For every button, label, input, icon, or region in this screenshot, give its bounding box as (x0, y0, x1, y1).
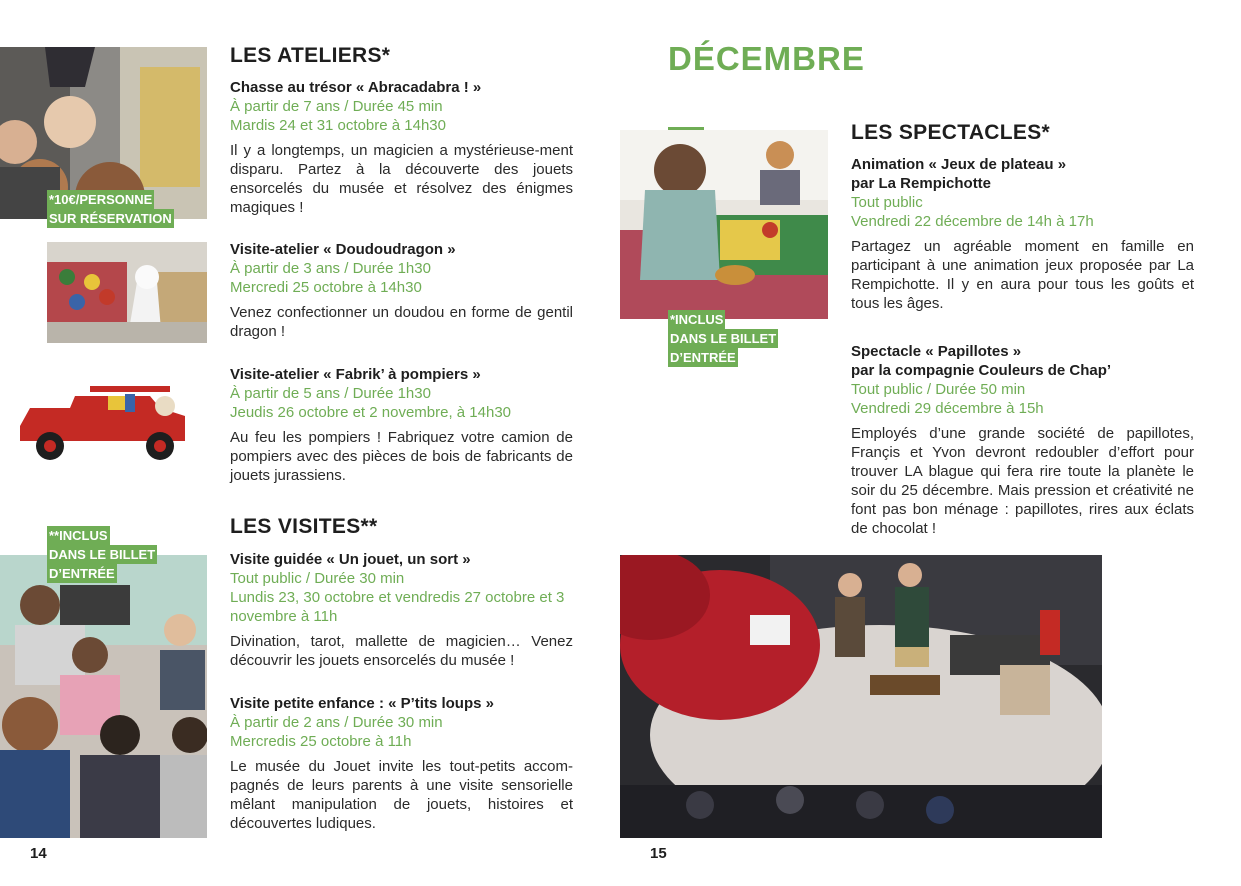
atelier-item (230, 240, 573, 341)
spectacle-item (851, 155, 1194, 313)
photo-board-game (620, 130, 828, 319)
atelier-description: Il y a longtemps, un magicien a mystérieuse-ment disparu. Partez à la découverte des jouets ensorcelés du musée et résolvez des énigmes magiques ! (230, 142, 573, 216)
month-title: DÉCEMBRE (668, 40, 865, 77)
photo-theater-show (620, 555, 1102, 838)
spectacle-title: Animation « Jeux de plateau » (851, 156, 1067, 173)
visite-age: Tout public / Durée 30 min (230, 570, 405, 587)
page-number-right: 15 (650, 845, 667, 862)
atelier-title: Visite-atelier « Fabrik’ à pompiers » (230, 366, 481, 383)
atelier-title: Visite-atelier « Doudoudragon » (230, 241, 456, 258)
spectacle-age: Tout public / Durée 50 min (851, 381, 1026, 398)
page-number-left: 14 (30, 845, 47, 862)
spectacle-age: Tout public (851, 194, 923, 211)
included-badge-line-3: D’ENTRÉE (670, 350, 736, 365)
atelier-description: Venez confectionner un doudou en forme de gentil dragon ! (230, 304, 573, 340)
visite-description: Le musée du Jouet invite les tout-petits accom-pagnés de leurs parents à une visite sensorielle mêlant manipulation de jouets, histoires et découvertes ludiques. (230, 758, 573, 832)
atelier-date: Mercredi 25 octobre à 14h30 (230, 279, 422, 296)
visite-age: À partir de 2 ans / Durée 30 min (230, 714, 443, 731)
included-badge-spectacles (668, 310, 778, 367)
atelier-title: Chasse au trésor « Abracadabra ! » (230, 79, 482, 96)
photo-dragon-plush (47, 242, 207, 343)
visite-item (230, 550, 573, 670)
spectacle-company: par la compagnie Couleurs de Chap’ (851, 362, 1112, 379)
price-badge-line-1: *10€/PERSONNE (49, 192, 153, 207)
visite-date: Mercredis 25 octobre à 11h (230, 733, 412, 750)
section-heading-spectacles: LES SPECTACLES* (851, 121, 1050, 144)
section-heading-ateliers: LES ATELIERS* (230, 44, 391, 67)
visite-title: Visite guidée « Un jouet, un sort » (230, 551, 471, 568)
included-badge-line-2: DANS LE BILLET (49, 547, 156, 562)
spectacle-date: Vendredi 29 décembre à 15h (851, 400, 1044, 417)
section-heading-visites: LES VISITES** (230, 515, 378, 538)
included-badge-line-2: DANS LE BILLET (670, 331, 777, 346)
visite-title: Visite petite enfance : « P’tits loups » (230, 695, 494, 712)
spectacle-date: Vendredi 22 décembre de 14h à 17h (851, 213, 1094, 230)
atelier-age: À partir de 5 ans / Durée 1h30 (230, 385, 431, 402)
photo-guided-visit (0, 555, 207, 838)
spectacle-title: Spectacle « Papillotes » (851, 343, 1022, 360)
included-badge-visites (47, 526, 157, 583)
visite-description: Divination, tarot, mallette de magicien… Venez découvrir les jouets ensorcelés du musée ! (230, 633, 573, 669)
price-badge-line-2: SUR RÉSERVATION (49, 211, 172, 226)
spectacle-description: Employés d’une grande société de papillotes, Françis et Yvon devront redoubler d’effort pour trouver LA blague qui fera rire toute la planète le soir du 25 décembre. Mais pression et créativité ne font pas bon ménage : papillotes, rires aux éclats de chocolat ! (851, 425, 1194, 537)
atelier-item (230, 365, 573, 485)
price-badge (47, 190, 174, 228)
atelier-date: Mardis 24 et 31 octobre à 14h30 (230, 117, 446, 134)
included-badge-line-3: D’ENTRÉE (49, 566, 115, 581)
spectacle-item (851, 342, 1194, 538)
spectacle-description: Partagez un agréable moment en famille en participant à une animation jeux proposée par La Rempichotte. Il y en aura pour tous les goûts et tous les âges. (851, 238, 1194, 312)
photo-fire-truck (0, 366, 207, 472)
included-badge-line-1: *INCLUS (670, 312, 724, 327)
atelier-description: Au feu les pompiers ! Fabriquez votre camion de pompiers avec des pièces de bois de fabricants de jouets jurassiens. (230, 429, 573, 484)
atelier-date: Jeudis 26 octobre et 2 novembre, à 14h30 (230, 404, 512, 421)
atelier-item (230, 78, 573, 217)
spectacle-company: par La Rempichotte (851, 175, 992, 192)
atelier-age: À partir de 3 ans / Durée 1h30 (230, 260, 431, 277)
atelier-age: À partir de 7 ans / Durée 45 min (230, 98, 443, 115)
visite-date: Lundis 23, 30 octobre et vendredis 27 octobre et 3 novembre à 11h (230, 589, 565, 625)
included-badge-line-1: **INCLUS (49, 528, 108, 543)
visite-item (230, 694, 573, 833)
